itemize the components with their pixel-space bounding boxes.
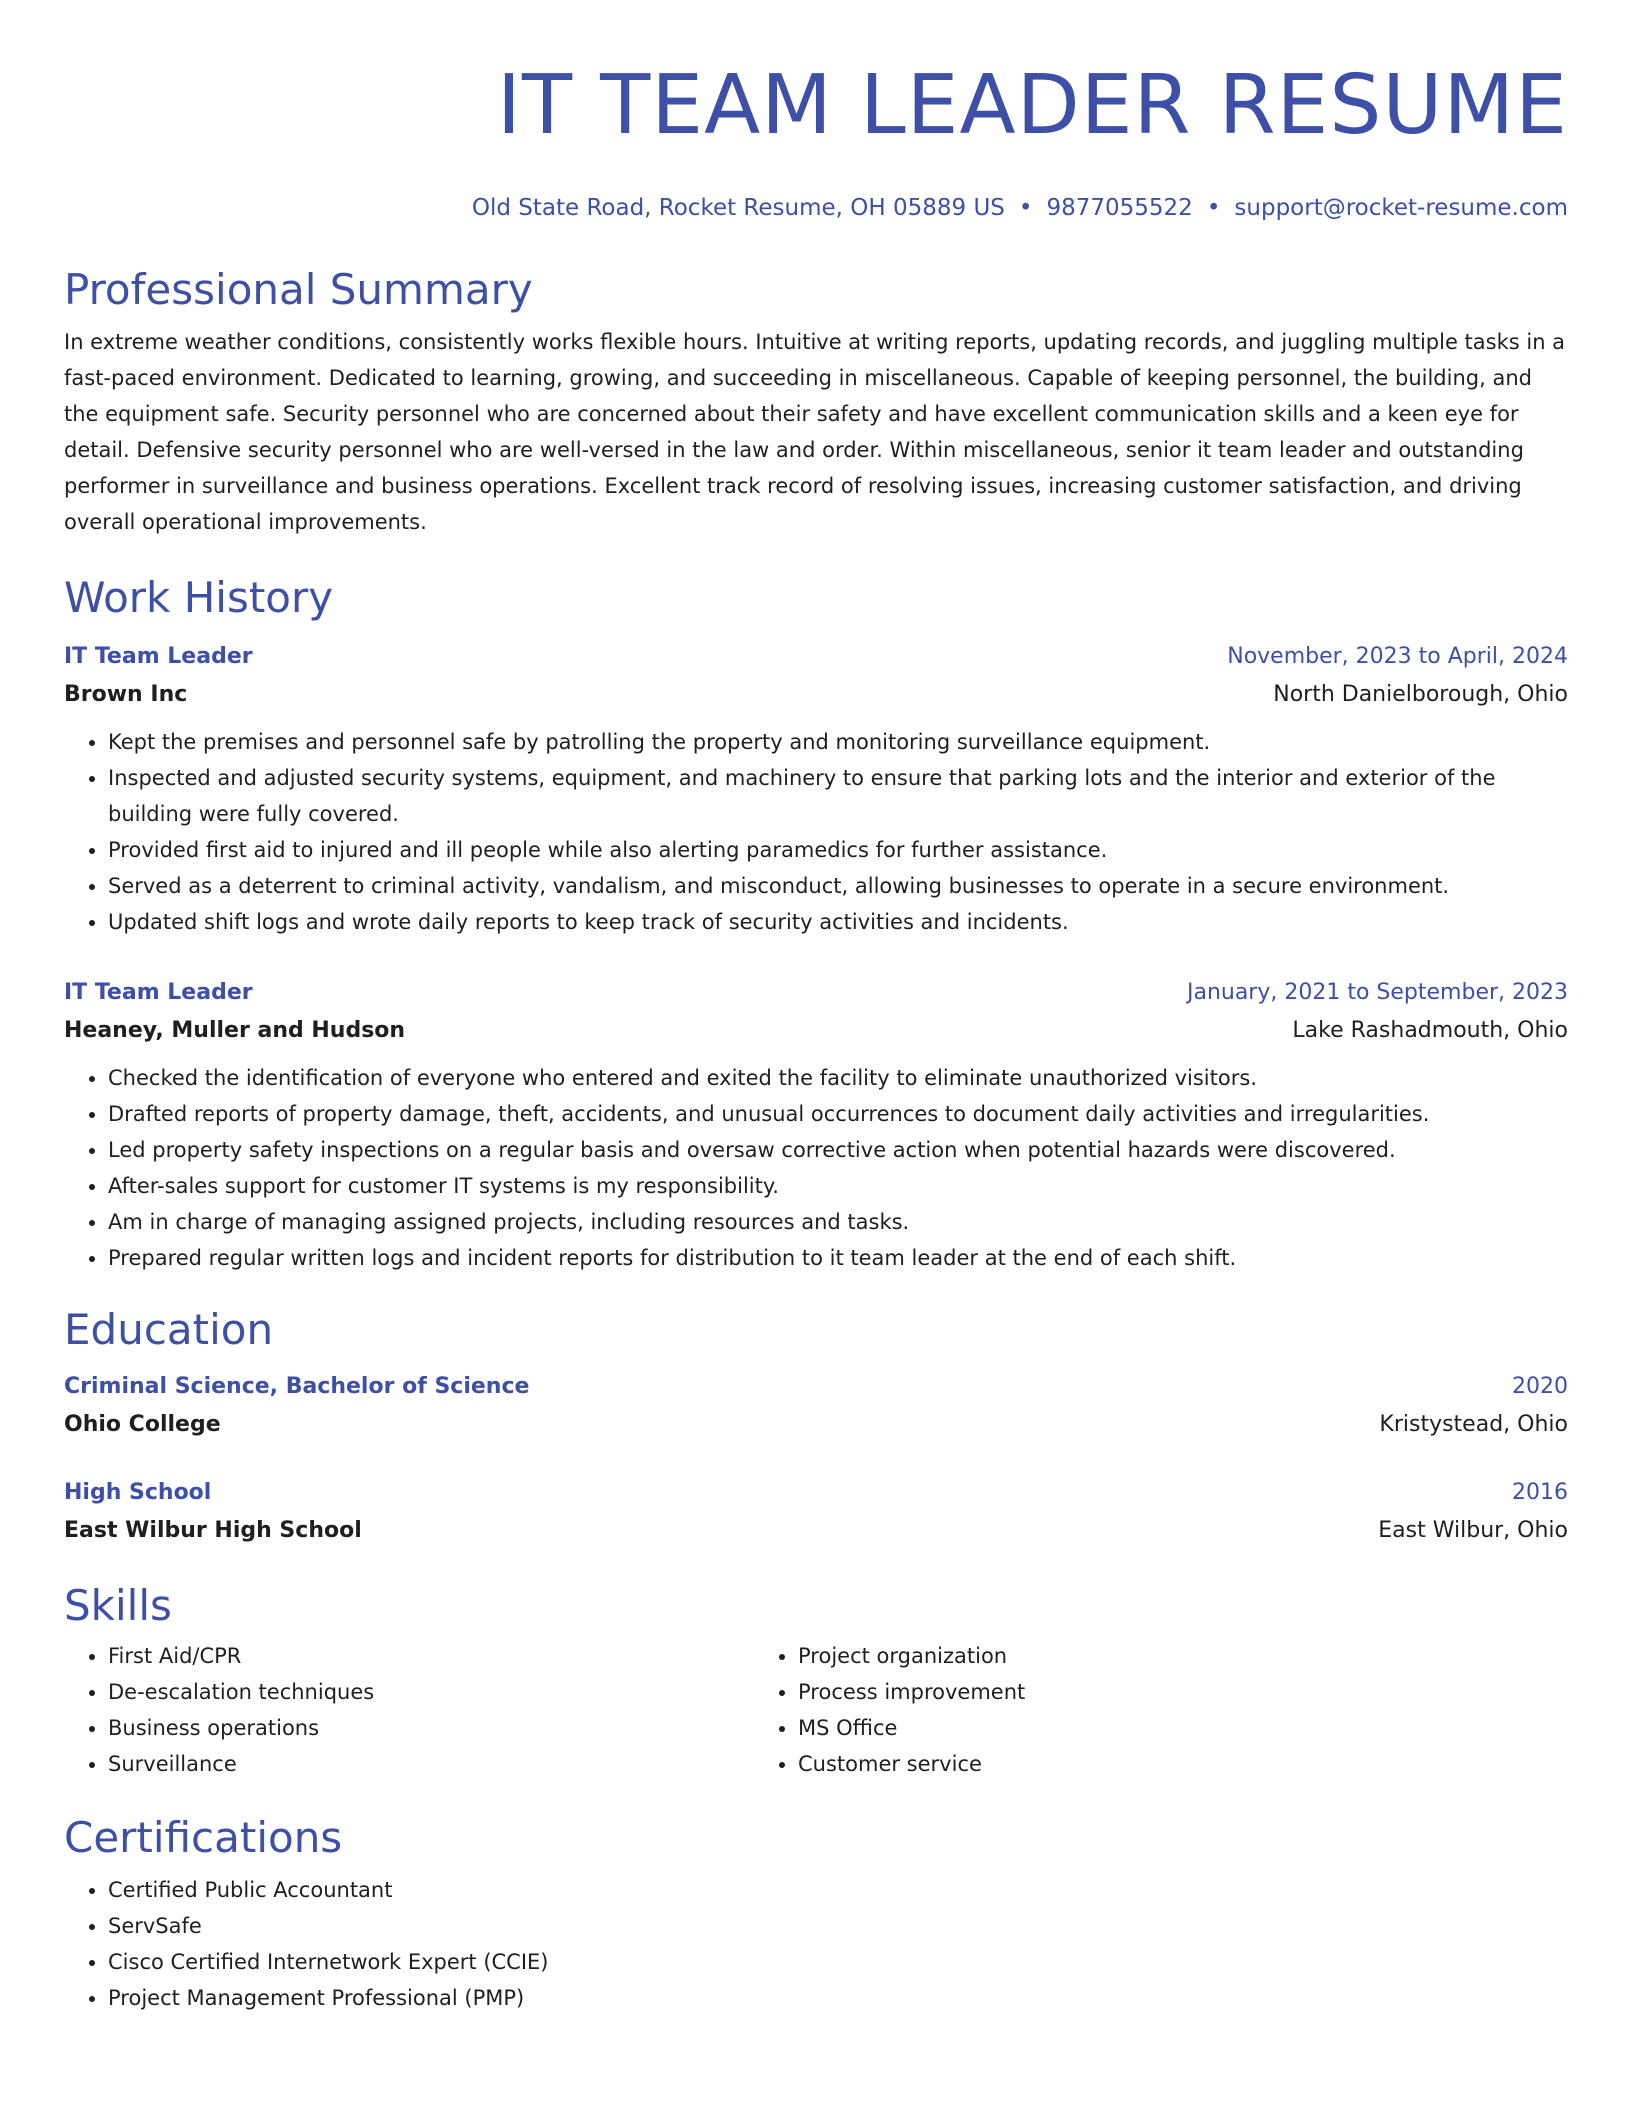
certification-item: • Cisco Certified Internetwork Expert (CCIE) <box>108 1944 1568 1980</box>
skill-item: • Customer service <box>798 1746 1444 1782</box>
section-title-skills: Skills <box>64 1581 172 1630</box>
job-bullets <box>64 1060 1568 1276</box>
list-item: • Led property safety inspections on a regular basis and oversaw corrective action when potential hazards were discovered. <box>108 1132 1568 1168</box>
contact-line <box>64 192 1568 224</box>
job-dates: January, 2021 to September, 2023 <box>1186 980 1568 1005</box>
contact-separator: • <box>1018 195 1033 221</box>
job-title: IT Team Leader <box>64 644 253 669</box>
list-item: • Checked the identification of everyone who entered and exited the facility to eliminate unauthorized visitors. <box>108 1060 1568 1096</box>
list-item: • Drafted reports of property damage, theft, accidents, and unusual occurrences to document daily activities and irregularities. <box>108 1096 1568 1132</box>
education-entry <box>64 1474 1568 1550</box>
skill-item: • Business operations <box>108 1710 754 1746</box>
list-item: • After-sales support for customer IT systems is my responsibility. <box>108 1168 1568 1204</box>
list-item: • Inspected and adjusted security systems, equipment, and machinery to ensure that parking lots and the interior and exterior of the building were fully covered. <box>108 760 1568 832</box>
education-degree: High School <box>64 1480 212 1505</box>
skills-list <box>64 1638 1568 1782</box>
skill-item: • MS Office <box>798 1710 1444 1746</box>
education-year: 2020 <box>1512 1374 1568 1399</box>
list-item: • Kept the premises and personnel safe by patrolling the property and monitoring surveillance equipment. <box>108 724 1568 760</box>
list-item: • Provided first aid to injured and ill people while also alerting paramedics for further assistance. <box>108 832 1568 868</box>
certification-item: • ServSafe <box>108 1908 1568 1944</box>
contact-separator: • <box>1206 195 1221 221</box>
certifications-list <box>64 1872 1568 2016</box>
job-location: Lake Rashadmouth, Ohio <box>1292 1018 1568 1043</box>
certification-item: • Certified Public Accountant <box>108 1872 1568 1908</box>
skills-column-left <box>64 1638 754 1782</box>
section-title-certifications: Certifications <box>64 1813 343 1862</box>
certification-item: • Project Management Professional (PMP) <box>108 1980 1568 2016</box>
skill-item: • Surveillance <box>108 1746 754 1782</box>
section-title-summary: Professional Summary <box>64 265 533 314</box>
skill-item: • Project organization <box>798 1638 1444 1674</box>
education-entry <box>64 1368 1568 1444</box>
skill-item: • De-escalation techniques <box>108 1674 754 1710</box>
list-item: • Served as a deterrent to criminal activity, vandalism, and misconduct, allowing businesses to operate in a secure environment. <box>108 868 1568 904</box>
resume-title: IT TEAM LEADER RESUME <box>496 58 1568 153</box>
contact-phone: 9877055522 <box>1046 195 1193 221</box>
education-degree: Criminal Science, Bachelor of Science <box>64 1374 530 1399</box>
job-bullets <box>64 724 1568 940</box>
list-item: • Updated shift logs and wrote daily reports to keep track of security activities and incidents. <box>108 904 1568 940</box>
contact-email: support@rocket-resume.com <box>1234 195 1568 221</box>
list-item: • Prepared regular written logs and incident reports for distribution to it team leader at the end of each shift. <box>108 1240 1568 1276</box>
job-title: IT Team Leader <box>64 980 253 1005</box>
skill-item: • Process improvement <box>798 1674 1444 1710</box>
education-location: East Wilbur, Ohio <box>1378 1518 1568 1543</box>
job-company: Brown Inc <box>64 682 188 707</box>
job-entry <box>64 974 1568 1276</box>
job-company: Heaney, Muller and Hudson <box>64 1018 406 1043</box>
section-title-education: Education <box>64 1305 274 1354</box>
list-item: • Am in charge of managing assigned projects, including resources and tasks. <box>108 1204 1568 1240</box>
job-dates: November, 2023 to April, 2024 <box>1227 644 1568 669</box>
summary-text: In extreme weather conditions, consistently works flexible hours. Intuitive at writing reports, updating records, and juggling multiple tasks in a fast-paced environment. Dedicated to learning, growing, and succeeding in miscellaneous. Capable of keeping personnel, the building, and the equipment safe. Security personnel who are concerned about their safety and have excellent communication skills and a keen eye for detail. Defensive security personnel who are well-versed in the law and order. Within miscellaneous, senior it team leader and outstanding performer in surveillance and business operations. Excellent track record of resolving issues, increasing customer satisfaction, and driving overall operational improvements. <box>64 330 1566 534</box>
skill-item: • First Aid/CPR <box>108 1638 754 1674</box>
job-location: North Danielborough, Ohio <box>1273 682 1568 707</box>
contact-address: Old State Road, Rocket Resume, OH 05889 US <box>471 195 1005 221</box>
education-year: 2016 <box>1512 1480 1568 1505</box>
job-entry <box>64 638 1568 940</box>
section-title-work-history: Work History <box>64 573 334 622</box>
skills-column-right <box>754 1638 1444 1782</box>
education-location: Kristystead, Ohio <box>1379 1412 1568 1437</box>
education-school: East Wilbur High School <box>64 1518 362 1543</box>
education-school: Ohio College <box>64 1412 221 1437</box>
